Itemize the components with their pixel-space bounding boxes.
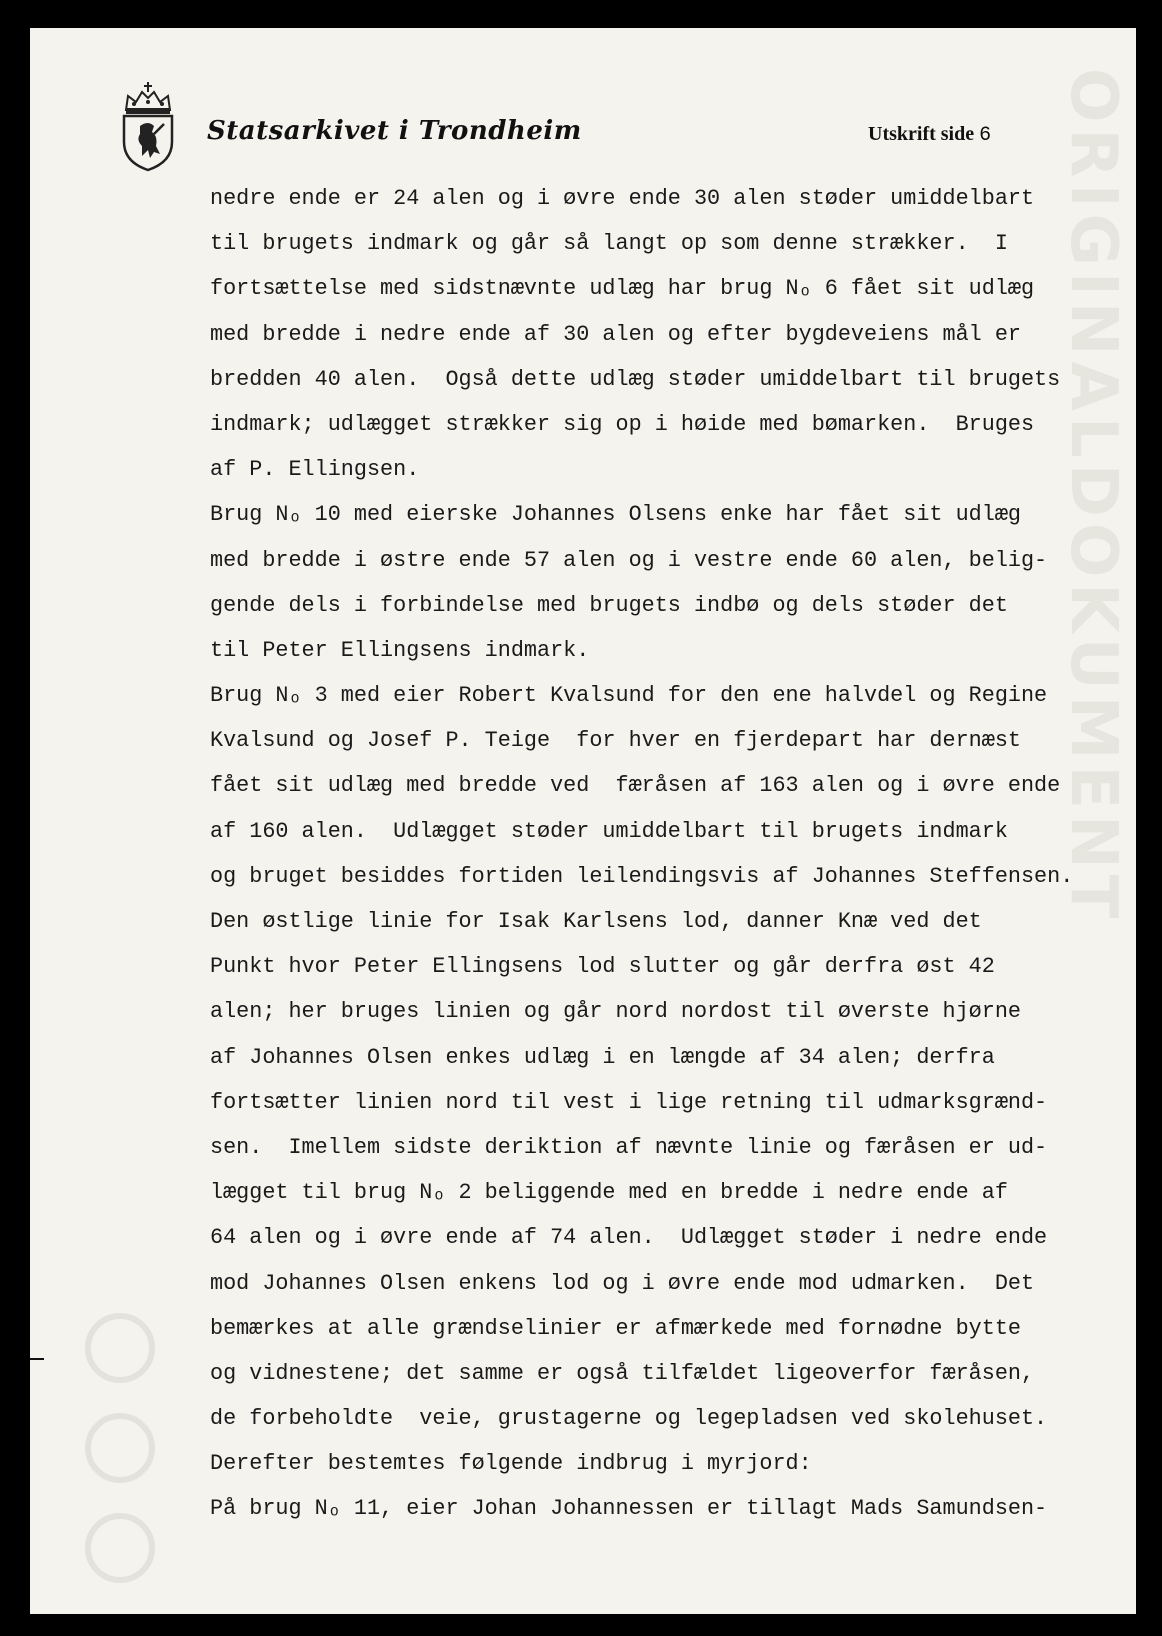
text-line: bemærkes at alle grændselinier er afmærkede med fornødne bytte: [210, 1315, 1021, 1341]
text-line: lægget til brug Nₒ 2 beliggende med en bredde i nedre ende af: [210, 1180, 1008, 1206]
text-line: til brugets indmark og går så langt op som denne strækker. I: [210, 231, 1008, 257]
text-line: fortsætter linien nord til vest i lige retning til udmarksgrænd-: [210, 1089, 1048, 1115]
document-page: [30, 28, 1136, 1614]
text-line: med bredde i nedre ende af 30 alen og efter bygdeveiens mål er: [210, 321, 1021, 347]
archive-name-heading: Statsarkivet i Trondheim: [207, 116, 582, 146]
text-line: med bredde i østre ende 57 alen og i vestre ende 60 alen, belig-: [210, 547, 1048, 573]
text-line: Brug Nₒ 3 med eier Robert Kvalsund for den ene halvdel og Regine: [210, 683, 1048, 709]
text-line: og vidnestene; det samme er også tilfældet ligeoverfor færåsen,: [210, 1360, 1035, 1386]
page-number: 6: [979, 124, 992, 147]
text-line: Brug Nₒ 10 med eierske Johannes Olsens enke har fået sit udlæg: [210, 502, 1021, 528]
text-line: bredden 40 alen. Også dette udlæg støder umiddelbart til brugets: [210, 366, 1061, 392]
text-line: mod Johannes Olsen enkens lod og i øvre ende mod udmarken. Det: [210, 1270, 1035, 1296]
text-line: gende dels i forbindelse med brugets indbø og dels støder det: [210, 592, 1008, 618]
text-line: til Peter Ellingsens indmark.: [210, 637, 590, 663]
text-line: fået sit udlæg med bredde ved færåsen af 163 alen og i øvre ende: [210, 773, 1061, 799]
text-line: af P. Ellingsen.: [210, 457, 420, 483]
text-line: og bruget besiddes fortiden leilendingsvis af Johannes Steffensen.: [210, 863, 1074, 889]
text-line: Den østlige linie for Isak Karlsens lod, danner Knæ ved det: [210, 909, 982, 934]
text-line: fortsættelse med sidstnævnte udlæg har brug Nₒ 6 fået sit udlæg: [210, 276, 1035, 302]
archive-watermark: ORIGINALDOKUMENT: [1056, 68, 1130, 925]
text-line: af 160 alen. Udlægget støder umiddelbart til brugets indmark: [210, 818, 1008, 844]
norwegian-lion-crest-icon: [118, 80, 178, 172]
page-label-text: Utskrift side: [868, 123, 975, 145]
text-line: alen; her bruges linien og går nord nordost til øverste hjørne: [210, 999, 1021, 1025]
text-line: sen. Imellem sidste deriktion af nævnte linie og færåsen er ud-: [210, 1134, 1048, 1160]
text-line: Kvalsund og Josef P. Teige for hver en fjerdepart har dernæst: [210, 728, 1021, 754]
text-line: de forbeholdte veie, grustagerne og legepladsen ved skolehuset.: [210, 1406, 1048, 1432]
text-line: indmark; udlægget strækker sig op i høide med bømarken. Bruges: [210, 411, 1035, 437]
transcribed-text-body: [210, 176, 1130, 1532]
text-line: 64 alen og i øvre ende af 74 alen. Udlægget støder i nedre ende: [210, 1225, 1048, 1251]
margin-mark: [30, 1358, 44, 1360]
text-line: af Johannes Olsen enkes udlæg i en længde af 34 alen; derfra: [210, 1044, 995, 1070]
text-line: Derefter bestemtes følgende indbrug i myrjord:: [210, 1451, 812, 1477]
stamp-watermark: [70, 1308, 170, 1608]
text-line: Punkt hvor Peter Ellingsens lod slutter og går derfra øst 42: [210, 954, 995, 980]
page-label: [868, 123, 991, 147]
text-line: nedre ende er 24 alen og i øvre ende 30 alen støder umiddelbart: [210, 186, 1035, 211]
text-line: På brug Nₒ 11, eier Johan Johannessen er tillagt Mads Samundsen-: [210, 1496, 1048, 1522]
